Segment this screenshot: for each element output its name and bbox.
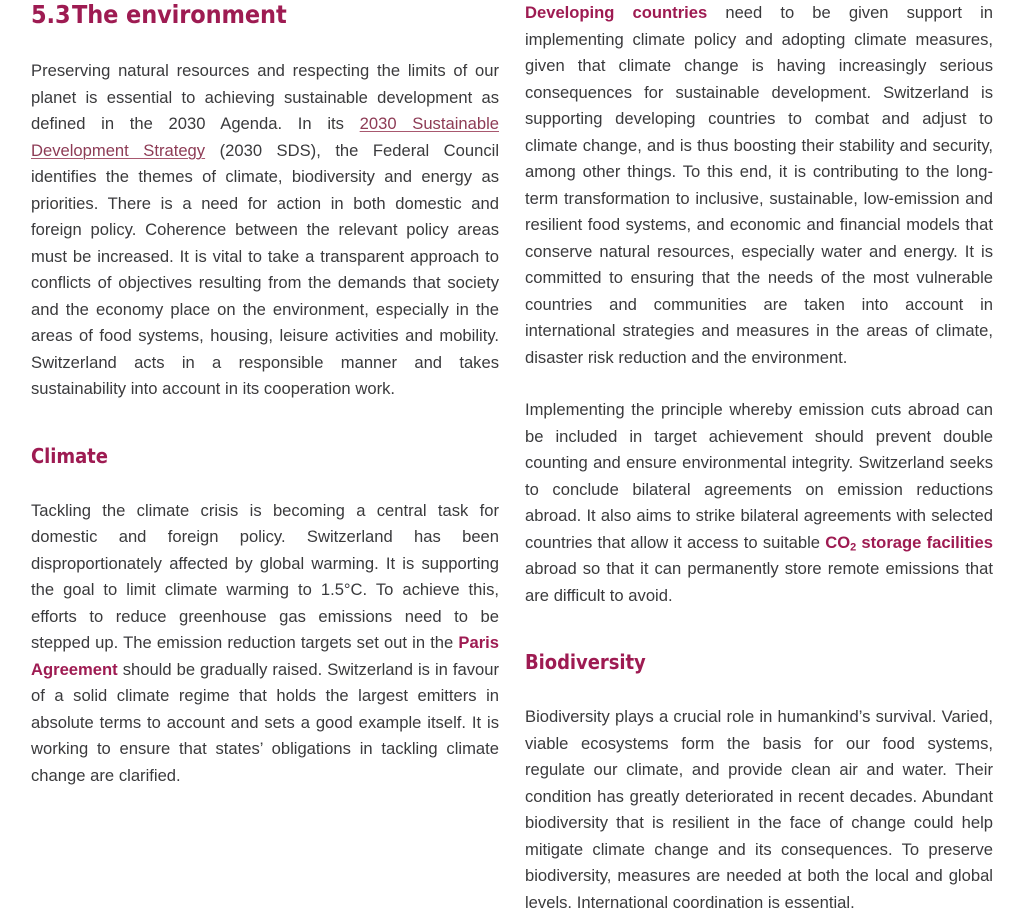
- spacer: [525, 371, 993, 397]
- intro-paragraph: [31, 58, 499, 403]
- climate-paragraph: [31, 498, 499, 790]
- spacer: [525, 609, 993, 649]
- section-heading: [31, 0, 499, 30]
- section-number: 5.3: [31, 0, 71, 29]
- biodiversity-paragraph: Biodiversity plays a crucial role in humankind’s survival. Varied, viable ecosystems form the basis for our food systems, regulate our climate, and provide clean air and water. Their condition has greatly deteriorated in recent decades. Abundant biodiversity that is resilient in the face of change could help mitigate climate change and its consequences. To preserve biodiversity, measures are needed at both the local and global levels. International coordination is essential.: [525, 707, 993, 912]
- developing-countries-paragraph: [525, 0, 993, 371]
- paris-agreement-emphasis: Paris Agreement: [31, 633, 499, 679]
- sustainable-development-strategy-link[interactable]: 2030 Sustainable Development Strategy: [31, 114, 499, 160]
- section-title: The environment: [72, 0, 287, 29]
- emissions-paragraph: [525, 397, 993, 609]
- intro-text-part2: (2030 SDS), the Federal Council identifies the themes of climate, biodiversity and energy as priorities. There is a need for action in both domestic and foreign policy. Coherence between the relevant policy areas must be increased. It is vital to take a transparent approach to conflicts of objectives resulting from the demands that society and the economy place on the environment, especially in the areas of food systems, housing, leisure activities and mobility. Switzerland acts in a responsible manner and takes sustainability into account in its cooperation work.: [31, 140, 500, 398]
- developing-countries-emphasis: Developing countries: [525, 3, 708, 22]
- climate-text-part2: should be gradually raised. Switzerland is in favour of a solid climate regime that holds the largest emitters in absolute terms to account and sets a good example itself. It is working to ensure that states’ obligations in tackling climate change are clarified.: [31, 659, 499, 785]
- spacer: [31, 469, 499, 498]
- spacer: [31, 403, 499, 443]
- co2-subscript: 2: [850, 540, 857, 553]
- climate-heading: Climate: [31, 443, 108, 468]
- spacer: [31, 30, 499, 58]
- left-column: [31, 0, 499, 789]
- co2-lead: CO: [825, 532, 851, 552]
- right-column: [525, 0, 993, 916]
- developing-countries-text: need to be given support in implementing climate policy and adopting climate measures, given that climate change is having increasingly serious consequences for sustainable development. Switzerland is supporting developing countries to combat and adjust to climate change, and is thus boosting their stability and security, among other things. To this end, it is contributing to the long-term transformation to inclusive, sustainable, low-emission and resilient food systems, and economic and financial models that conserve natural resources, especially water and energy. It is committed to ensuring that the needs of the most vulnerable countries and communities are taken into account in international strategies and measures in the areas of climate, disaster risk reduction and the environment.: [525, 3, 993, 367]
- emissions-text-part2: abroad so that it can permanently store remote emissions that are difficult to avoid.: [525, 559, 993, 605]
- climate-text-part1: Tackling the climate crisis is becoming a central task for domestic and foreign policy. Switzerland has been disproportionately affected by global warming. It is supporting the goal to limit climate warming to 1.5°C. To achieve this, efforts to reduce greenhouse gas emissions need to be stepped up. The emission reduction targets set out in the: [31, 500, 499, 652]
- co2-storage-facilities-emphasis: [825, 533, 993, 552]
- intro-text-part1: Preserving natural resources and respecting the limits of our planet is essential to achieving sustainable development as defined in the 2030 Agenda. In its: [31, 61, 499, 133]
- biodiversity-heading: Biodiversity: [525, 650, 646, 674]
- spacer: [525, 675, 993, 704]
- emissions-text-part1: Implementing the principle whereby emission cuts abroad can be included in target achievement should prevent double counting and ensure environmental integrity. Switzerland seeks to conclude bilateral agreements on emission reductions abroad. It also aims to strike bilateral agreements with selected countries that allow it access to suitable: [525, 400, 993, 552]
- co2-storage-tail: storage facilities: [856, 532, 993, 552]
